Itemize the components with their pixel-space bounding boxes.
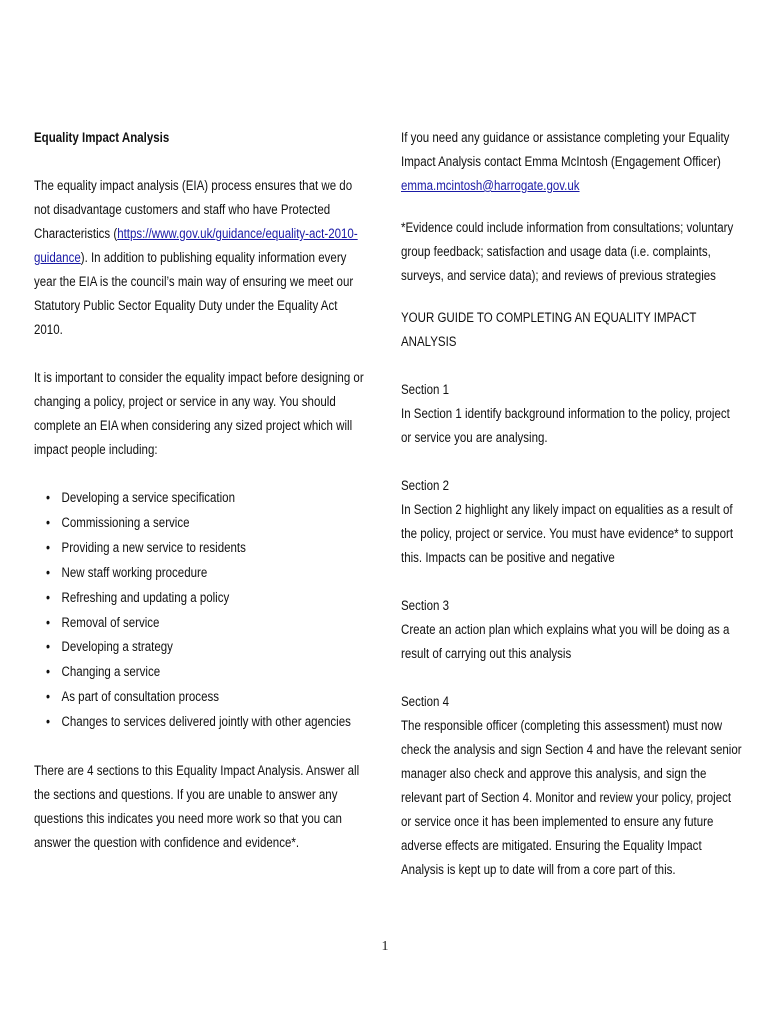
list-item: • Refreshing and updating a policy xyxy=(34,586,369,611)
consider-paragraph: It is important to consider the equality impact before designing or changing a policy, project or service in any way. You should complete an EIA when considering any sized project which will impact people including: xyxy=(34,370,364,457)
list-item: • Providing a new service to residents xyxy=(34,536,369,561)
intro-text-end: ). In addition to publishing equality information every year the EIA is the council’s main way of ensuring we meet our Statutory Public Sector Equality Duty under the Equality Act 2010. xyxy=(34,250,354,337)
section-3-body: Create an action plan which explains what you will be doing as a result of carrying out this analysis xyxy=(401,622,730,661)
section-4-title: Section 4 xyxy=(401,694,450,709)
equality-act-guidance-link[interactable]: https://www.gov.uk/guidance/equality-act-2010-guidance xyxy=(34,226,358,265)
section-2-title: Section 2 xyxy=(401,478,450,493)
list-item: • New staff working procedure xyxy=(34,561,369,586)
list-item: • Commissioning a service xyxy=(34,511,369,536)
section-3-title: Section 3 xyxy=(401,598,450,613)
list-item: • Changes to services delivered jointly with other agencies xyxy=(34,710,369,735)
section-1-body: In Section 1 identify background information to the policy, project or service you are analysing. xyxy=(401,406,730,445)
section-2-body: In Section 2 highlight any likely impact on equalities as a result of the policy, project or service. You must have evidence* to support this. Impacts can be positive and negative xyxy=(401,502,734,565)
guidance-text: If you need any guidance or assistance completing your Equality Impact Analysis contact Emma McIntosh (Engagement Officer) xyxy=(401,130,730,169)
guidance-paragraph xyxy=(401,126,742,198)
page-heading: Equality Impact Analysis xyxy=(34,130,170,145)
contact-email-link[interactable]: emma.mcintosh@harrogate.gov.uk xyxy=(401,178,580,193)
list-item: • Removal of service xyxy=(34,611,369,636)
project-types-list xyxy=(34,486,369,735)
list-item: • As part of consultation process xyxy=(34,685,369,710)
evidence-paragraph: *Evidence could include information from consultations; voluntary group feedback; satisfaction and usage data (i.e. complaints, surveys, and service data); and reviews of previous strategies xyxy=(401,220,734,283)
section-1-title: Section 1 xyxy=(401,382,450,397)
list-item: • Developing a strategy xyxy=(34,635,369,660)
intro-text-start: The equality impact analysis (EIA) process ensures that we do not disadvantage customers and staff who have Protected Characteristics ( xyxy=(34,178,353,241)
left-column xyxy=(34,126,368,855)
guide-title: YOUR GUIDE TO COMPLETING AN EQUALITY IMPACT ANALYSIS xyxy=(401,310,697,349)
right-column xyxy=(401,126,741,882)
intro-paragraph xyxy=(34,174,369,342)
section-4-body: The responsible officer (completing this assessment) must now check the analysis and sign Section 4 and have the relevant senior manager also check and approve this analysis, and sign the relevant part of Section 4. Monitor and review your policy, project or service once it has been implemented to ensure any future adverse effects are mitigated. Ensuring the Equality Impact Analysis is kept up to date will from a core part of this. xyxy=(401,718,742,877)
list-item: • Changing a service xyxy=(34,660,369,685)
sections-note-paragraph: There are 4 sections to this Equality Impact Analysis. Answer all the sections and questions. If you are unable to answer any questions this indicates you need more work so that you can answer the question with confidence and evidence*. xyxy=(34,763,360,851)
page-number: 1 xyxy=(381,939,389,954)
list-item: • Developing a service specification xyxy=(34,486,369,511)
